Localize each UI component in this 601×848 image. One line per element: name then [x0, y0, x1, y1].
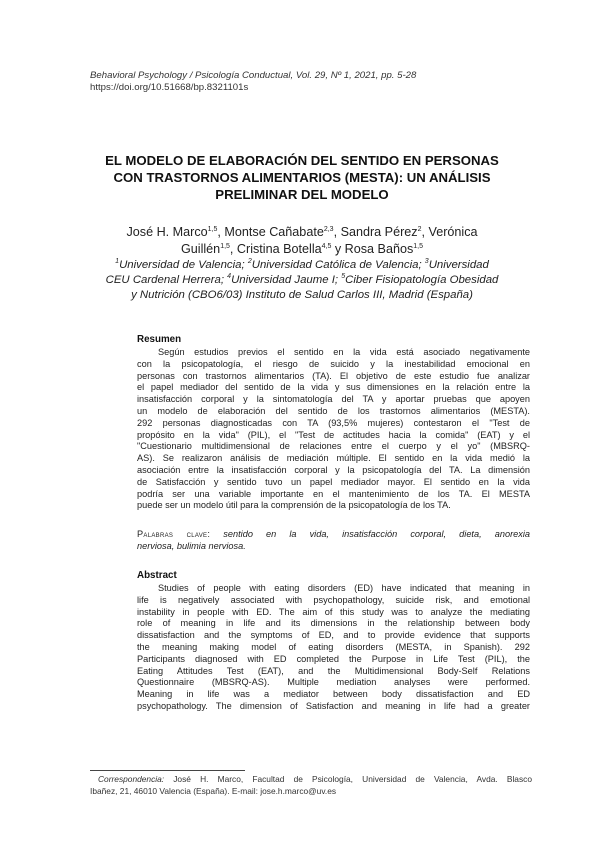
abstract-line: the meaning making model of eating disorders (MESTA, in Spanish). 292	[137, 641, 530, 652]
title-line: PRELIMINAR DEL MODELO	[215, 187, 389, 202]
abstract-heading: Abstract	[137, 570, 177, 581]
keywords	[137, 529, 530, 553]
footnote-text: José H. Marco, Facultad de Psicología, Universidad de Valencia, Avda. Blasco	[164, 774, 532, 784]
affiliation-number: 2	[247, 258, 252, 265]
author-affiliation-mark: 1,5	[207, 226, 218, 233]
author-separator: ,	[421, 225, 429, 239]
resumen-line: un modelo de elaboración del sentido de los trastornos alimentarios (MESTA).	[137, 405, 530, 416]
author-affiliation-mark: 1,5	[220, 243, 230, 250]
author-name: Verónica	[428, 225, 478, 239]
keywords-label: Palabras clave:	[137, 529, 211, 539]
abstract-line: Meaning in life was a mediator between body dissatisfaction and ED	[137, 689, 530, 700]
abstract-line: psychopathology. The dimension of Satisfaction and meaning in life had a greater	[137, 700, 530, 711]
title-line: EL MODELO DE ELABORACIÓN DEL SENTIDO EN PERSONAS	[105, 153, 499, 168]
resumen-line: insatisfacción corporal y la sintomatología del TA y aportar pruebas que apoyen	[137, 394, 530, 405]
author-line	[70, 241, 534, 258]
resumen-line: el papel mediador del sentido de la vida y sus dimensiones en la relación entre la	[137, 382, 530, 393]
correspondence-footnote	[90, 774, 532, 797]
author-separator: y	[331, 242, 345, 256]
author-affiliation-mark: 2,3	[323, 226, 334, 233]
affiliation-text: Ciber Fisiopatología Obesidad	[345, 274, 499, 286]
abstract-body	[137, 583, 530, 713]
footnote-line	[90, 774, 532, 786]
author-name: Guillén	[180, 242, 221, 256]
footnote-label: Correspondencia:	[98, 774, 165, 784]
keywords-line	[137, 529, 530, 541]
affiliation-number: 3	[424, 258, 429, 265]
resumen-line: de Satisfacción y sentido tuvo un papel mediador mayor. El sentido en la vida	[137, 476, 530, 487]
author-separator: ,	[217, 225, 225, 239]
author-separator: ,	[333, 225, 341, 239]
article-title	[70, 152, 534, 203]
affiliations	[70, 258, 534, 303]
journal-citation: Behavioral Psychology / Psicología Conductual, Vol. 29, Nº 1, 2021, pp. 5-28	[90, 70, 417, 81]
affiliation-text: Universidad de Valencia;	[119, 259, 248, 271]
author-name: José H. Marco	[126, 225, 208, 239]
resumen-body	[137, 347, 530, 512]
author-name: Sandra Pérez	[340, 225, 418, 239]
affiliation-line	[70, 273, 534, 288]
resumen-line: podría ser una variable importante en el mantenimiento de los TA. El MESTA	[137, 488, 530, 499]
author-affiliation-mark: 1,5	[413, 243, 423, 250]
keywords-line	[137, 541, 530, 553]
resumen-line: puede ser un modelo útil para la comprensión de la psicopatología de los TA.	[137, 500, 451, 511]
keywords-text: sentido en la vida, insatisfacción corporal, dieta, anorexia	[223, 529, 530, 539]
abstract-line: role of meaning in life and its dimensions in the relationship between body	[137, 618, 530, 629]
resumen-line: AS). Se realizaron análisis de mediación múltiple. El sentido en la vida medió la	[137, 453, 530, 464]
affiliation-number: 1	[115, 258, 120, 265]
footnote-line: Ibañez, 21, 46010 Valencia (España). E-mail: jose.h.marco@uv.es	[90, 785, 337, 796]
affiliation-line	[70, 258, 534, 273]
footnote-rule	[90, 770, 245, 771]
author-name: Rosa Baños	[344, 242, 414, 256]
author-name: Cristina Botella	[236, 242, 322, 256]
abstract-line: Eating Attitudes Test (EAT), and the Multidimensional Body-Self Relations	[137, 665, 530, 676]
author-list	[70, 224, 534, 258]
affiliation-text: Universidad Jaume I;	[231, 274, 342, 286]
resumen-heading: Resumen	[137, 334, 182, 345]
resumen-line: personas con trastornos alimentarios (TA). El objetivo de este estudio fue analizar	[137, 370, 530, 381]
author-separator: ,	[229, 242, 237, 256]
abstract-line: life is negatively associated with psychopathology, suicide risk, and emotional	[137, 594, 530, 605]
affiliation-text: Universidad	[428, 259, 489, 271]
resumen-line: "Cuestionario multidimensional de relaciones entre el cuerpo y el yo" (MBSRQ-	[137, 441, 530, 452]
resumen-line: con la psicopatología, el riesgo de suicido y la inestabilidad emocional en	[137, 358, 530, 369]
keywords-text: nerviosa, bulimia nerviosa.	[137, 540, 246, 551]
author-affiliation-mark: 4,5	[321, 243, 332, 250]
resumen-line: 292 personas diagnosticadas con TA (93,5% mujeres) contestaron el "Test de	[137, 417, 530, 428]
author-affiliation-mark: 2	[417, 226, 422, 233]
author-line	[70, 224, 534, 241]
affiliation-number: 5	[341, 273, 346, 280]
abstract-line: Studies of people with eating disorders (ED) have indicated that meaning in	[158, 583, 530, 593]
resumen-line: asociación entre la insatisfacción corporal y la psicopatología del TA. La dimensión	[137, 464, 530, 475]
author-name: Montse Cañabate	[224, 225, 324, 239]
resumen-line: propósito en la vida" (PIL), el "Test de actitudes hacia la comida" (EAT) y el	[137, 429, 530, 440]
affiliation-number: 4	[227, 273, 232, 280]
affiliation-text: y Nutrición (CBO6/03) Instituto de Salud Carlos III, Madrid (España)	[131, 289, 473, 301]
abstract-line: instability in people with ED. The aim of this study was to analyze the mediating	[137, 606, 530, 617]
abstract-line: Questionnaire (MBSRQ-AS). Multiple mediation analyses were performed.	[137, 677, 530, 688]
resumen-line: Según estudios previos el sentido en la vida está asociado negativamente	[158, 347, 530, 357]
affiliation-text: Universidad Católica de Valencia;	[251, 259, 425, 271]
abstract-line: dissatisfaction and the symptoms of ED, and to provide evidence that supports	[137, 630, 530, 641]
abstract-line: Participants diagnosed with ED completed the Purpose in Life Test (PIL), the	[137, 653, 530, 664]
affiliation-line	[70, 288, 534, 303]
affiliation-text: CEU Cardenal Herrera;	[105, 274, 228, 286]
doi-link[interactable]: https://doi.org/10.51668/bp.8321101s	[90, 82, 249, 93]
title-line: CON TRASTORNOS ALIMENTARIOS (MESTA): UN ANÁLISIS	[113, 170, 491, 185]
